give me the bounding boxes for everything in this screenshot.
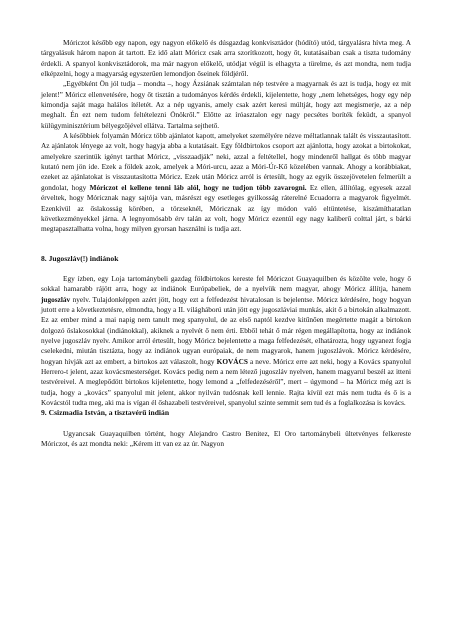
text-run: A későbbiek folyamán Móricz több ajánlatot kapott, amelyeket személyére nézve méltatlannak talált és visszautasított. Az ajánlatok lényege az volt, hogy hagyja abba a kutatásait. Egy földbirtokos csoport azt ajánlotta, hogy azokat a birtokokat, amelyekre szerintük igényt tarthat Móricz, „visszaadják” neki, azzal a feltétellel, hogy mindenről hallgat és több magyar kutató nem jön ide. Ezek a földek azok, amelyek a Móri-urcu, azaz a Móri-Úr-Kő közelében vannak. Ahogy a korábbiakat, ezeket az ajánlatokat is visszautasította Móricz. Ezek után Móricz arról is értesült, hogy az egyik összejövetelen felmerült a gondolat, hogy [41, 131, 411, 192]
heading-gap [41, 419, 411, 429]
bold-text: jugoszláv [41, 294, 71, 304]
heading-gap [41, 264, 411, 274]
text-run: a neve. Móricz erre azt neki, hogy a Kovács spanyolul Herrero-t jelent, azaz kovácsmesterséget. Kovács pedig nem a nem létező jugoszláv nyelven, hanem magyarul beszél az itteni testvéreivel. A meglepődött birtokos kijelentette, hogy lemond a „felfedezéséről”, mert – úgymond – ha Móricz még azt is tudja, hogy a „kovács” spanyolul mit jelent, akkor nyilván tudósnak kell lennie. Rajta kívül ezt más nem tudta és ő is a Kovácstól tudta meg, aki ma is vígan él őshazabeli testvéreivel, spanyolul szinte semmit sem tud és a foglalkozása is kovács. [41, 356, 411, 407]
text-run: Egy ízben, egy Loja tartománybeli gazdag földbirtokos kereste fel Móriczot Guayaquilben és közölte vele, hogy ő sokkal hamarabb rájött arra, hogy az indiánok Európabeliek, de a nyelvük nem magyar, ahogy Móricz állítja, hanem [41, 273, 411, 294]
paragraph [41, 131, 411, 234]
text-run: nyelv. Tulajdonképpen azért jött, hogy ezt a felfedezést hivatalosan is bejelentse. Móricz kérdésére, hogy hogyan jutott erre a következtetésre, elmondta, hogy a II. világháború után jött egy jugoszláviai munkás, akit ő a birtokán alkalmazott. Ez az ember mind a mai napig nem tanult meg spanyolul, de az első naptól kezdve kitűnően megértette magát a birtokon dolgozó őslakosokkal (indiánokkal), akiknek a nyelvét ő nem érti. Ebből tehát ő már régen megállapította, hogy az indiánok nyelve jugoszláv nyelv. Amikor arról értesült, hogy Móricz bejelentette a maga felfedezését, elhatározta, hogy ugyanezt fogja cselekedni, miután tisztázta, hogy az indiánok ugyan európaiak, de nem magyarok, hanem jugoszlávok. Móricz kérdésére, hogyan hívják azt az embert, a birtokos azt válaszolt, hogy [41, 294, 411, 366]
paragraph: Móriczot később egy napon, egy nagyon előkelő és dúsgazdag konkvisztádor (hódító) utód, tárgyalásra hívta meg. A tárgyalásuk három napon át tartott. Ez idő alatt Móricz csak arra szorítkozott, hogy őt, kutatásaiban csak a tiszta tudomány érdekli. A spanyol konkvisztádorok, ma már nagyon előkelő, utódjat végül is elhagyta a türelme, és azt mondta, nem tudja elképzelni, hogy a magyarság egyszerűen lemondjon őseinek földjéről. [41, 38, 411, 79]
paragraph: „Egyébként Ön jól tudja – mondta –, hogy Ázsiának számtalan nép testvére a magyarnak és azt is tudja, hogy ez mit jelent!” Móricz ellenvetésére, hogy őt tisztán a tudományos kérdés érdekli, kijelentette, hogy „nem lehetséges, hogy egy nép kimondja saját maga halálos ítéletét. Az a nép ugyanis, amely csak azért keresi múltját, hogy azt megismerje, az a nép meghalt. Én ezt nem tudom feltételezni Önökről.” Előtte az íróasztalon egy nagy pecsétes boríték feküdt, a spanyol külügyminisztérium bélyegzőjével ellátva. Tartalma sejthető. [41, 79, 411, 130]
paragraph: Ugyancsak Guayaquilben történt, hogy Alejandro Castro Benitez, El Oro tartománybeli ültetvényes felkereste Móriczot, és azt mondta neki: „Kérem itt van ez az úr. Nagyon [41, 428, 411, 449]
paragraph [41, 274, 411, 408]
section-gap [41, 235, 411, 254]
section-heading: 9. Csizmadia István, a tisztavérű indián [41, 408, 170, 418]
section-heading: 8. Jugoszláv(!) indiánok [41, 253, 119, 263]
bold-text: Móriczot el kellene tenni láb alól, hogy ne tudjon több zavarogni. [89, 182, 307, 192]
text-run: Ez ellen, állítólag, egyesek azzal érveltek, hogy Móricznak nagy sajtója van, másrészt egy esetleges gyilkosság ráterelné Ecuadorra a magyarok figyelmét. Ezenkívül az őslakosság körében, a törzseknél, Móricznak az így módon való eltüntetése, kiszámíthatatlan következményekkel járna. A legnyomósabb érv talán az volt, hogy Móricz ezentúl egy nagy kaliberű colttal járt, s bárki megtapasztalhatta volna, hogy milyen gyorsan használni is tudja azt. [41, 182, 411, 234]
bold-text: KOVÁCS [216, 356, 248, 366]
